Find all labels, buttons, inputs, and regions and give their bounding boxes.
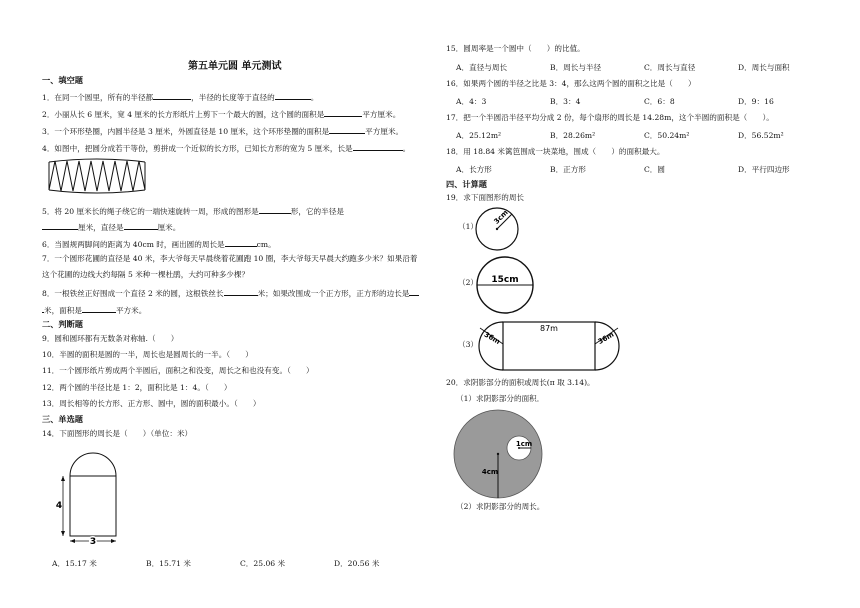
q20-shaded-circle-figure	[452, 408, 544, 500]
q20-big-radius-label: 4cm	[481, 468, 499, 476]
q3-text-b: 平方厘米。	[365, 127, 404, 136]
answer-blank[interactable]	[224, 287, 258, 296]
q8-text-d: 平方米。	[115, 306, 147, 315]
q17-option-a[interactable]: A．25.12m²	[456, 131, 502, 140]
q14-figure	[50, 444, 130, 546]
question-8	[42, 287, 419, 299]
q1-text: 1．在同一个圆里，所有的半径都	[42, 93, 154, 102]
q8-text-b: 米；如果改围成一个正方形，正方形的边长是	[257, 289, 410, 298]
q19-track-right-label: 36m	[596, 330, 616, 346]
q20-part-2: （2）求阴影部分的周长。	[456, 502, 545, 511]
q19-track-length-label: 87m	[540, 324, 558, 333]
q14-option-a[interactable]: A．15.17 米	[52, 559, 97, 568]
question-19: 19．求下面图形的周长	[446, 193, 525, 202]
q8-text: 8．一根铁丝正好围成一个直径 2 米的圆，这根铁丝长	[42, 289, 224, 298]
q20-small-radius-label: 1cm	[515, 440, 533, 448]
answer-blank[interactable]	[329, 125, 365, 134]
answer-blank[interactable]	[409, 287, 419, 296]
question-6	[42, 238, 276, 250]
q16-option-c[interactable]: C．6：8	[644, 97, 675, 106]
q14-height-label: 4	[55, 501, 63, 511]
section-fill-blank: 一、填空题	[42, 75, 83, 85]
q14-option-d[interactable]: D．20.56 米	[334, 559, 380, 568]
question-11: 11．一个圆形纸片剪成两个半圆后，面积之和没变，周长之和也没有变。（ ）	[42, 366, 314, 375]
answer-blank[interactable]	[324, 108, 362, 117]
answer-blank[interactable]	[82, 304, 116, 313]
q17-option-c[interactable]: C．50.24m²	[644, 131, 690, 140]
q14-option-c[interactable]: C．25.06 米	[240, 559, 286, 568]
question-14: 14．下面图形的周长是（ ）（单位：米）	[42, 429, 193, 438]
q6-text-b: cm。	[256, 240, 276, 249]
q17-option-d[interactable]: D．56.52m²	[738, 131, 784, 140]
question-20: 20．求阴影部分的面积或周长(π 取 3.14)。	[446, 378, 595, 387]
question-5-line-2	[42, 221, 180, 233]
q5-text-d: 厘米。	[157, 223, 181, 232]
q19-label-1: （1）	[458, 222, 479, 231]
q19-track-figure	[476, 318, 622, 374]
q16-option-d[interactable]: D．9：16	[738, 97, 774, 106]
question-4	[42, 142, 410, 154]
answer-blank[interactable]	[42, 221, 78, 230]
question-2	[42, 108, 400, 120]
q6-text: 6．当圆规两脚间的距离为 40cm 时，画出圆的周长是	[42, 240, 225, 249]
q18-option-b[interactable]: B．正方形	[550, 165, 586, 174]
q18-option-d[interactable]: D．平行四边形	[738, 165, 790, 174]
q1-text-b: ，半径的长度等于直径的	[191, 93, 275, 102]
section-calculation: 四、计算题	[446, 179, 487, 189]
q4-text: 4．如图中，把圆分成若干等份，剪拼成一个近似的长方形，已知长方形的宽为 5 厘米，长是	[42, 144, 353, 153]
q14-option-b[interactable]: B．15.71 米	[146, 559, 191, 568]
question-1	[42, 91, 318, 103]
q16-option-a[interactable]: A．4：3	[456, 97, 487, 106]
question-5	[42, 205, 344, 217]
section-true-false: 二、判断题	[42, 319, 83, 329]
question-9: 9．圆和圆环都有无数条对称轴.（ ）	[42, 334, 179, 343]
question-13: 13．周长相等的长方形、正方形、圆中，圆的面积最小。（ ）	[42, 399, 261, 408]
q18-option-c[interactable]: C．圆	[644, 165, 665, 174]
q5-text-b: 形，它的半径是	[290, 207, 344, 216]
q14-width-label: 3	[89, 537, 97, 547]
question-18: 18．用 18.84 米篱笆围成一块菜地，围成（ ）的面积最大。	[446, 147, 665, 156]
question-3	[42, 125, 403, 137]
q15-option-d[interactable]: D．周长与面积	[738, 63, 790, 72]
q19-label-2: （2）	[458, 278, 479, 287]
q5-text-c: 厘米，直径是	[78, 223, 124, 232]
q19-circle-2-figure	[475, 255, 535, 315]
q5-text: 5．将 20 厘米长的绳子绕它的一端快速旋转一周，形成的图形是	[42, 207, 259, 216]
q20-part-1: （1）求阴影部分的面积．	[456, 394, 545, 403]
answer-blank[interactable]	[225, 238, 257, 247]
question-7-line-2: 这个花圃的边线大约每隔 5 米种一棵杜鹃，大约可种多少棵？	[42, 270, 250, 279]
q16-option-b[interactable]: B．3：4	[550, 97, 581, 106]
answer-blank[interactable]	[275, 91, 311, 100]
q8-text-c: 米，面积是	[44, 306, 82, 315]
q2-text: 2．小丽从长 6 厘米，宽 4 厘米的长方形纸片上剪下一个最大的圆，这个圆的面积是	[42, 110, 325, 119]
answer-blank[interactable]	[153, 91, 191, 100]
q17-option-b[interactable]: B．28.26m²	[550, 131, 596, 140]
q1-text-c: 。	[310, 93, 319, 102]
question-10: 10．半圆的面积是圆的一半，周长也是圆周长的一半。（ ）	[42, 350, 253, 359]
answer-blank[interactable]	[353, 142, 403, 151]
page-title: 第五单元圆 单元测试	[188, 61, 282, 72]
question-15: 15．圆周率是一个圆中（ ）的比值。	[446, 44, 585, 53]
q2-text-b: 平方厘米。	[362, 110, 401, 119]
q15-option-b[interactable]: B．周长与半径	[550, 63, 602, 72]
question-7: 7．一个圆形花圃的直径是 40 米，李大爷每天早晨绕着花圃跑 10 圈，李大爷每天早晨大约跑多少米？如果沿着	[42, 254, 418, 263]
q15-option-c[interactable]: C．周长与直径	[644, 63, 696, 72]
q18-option-a[interactable]: A．长方形	[456, 165, 492, 174]
q4-cut-circle-figure	[47, 158, 147, 194]
q19-track-left-label: 36m	[482, 330, 502, 346]
q15-option-a[interactable]: A．直径与周长	[456, 63, 508, 72]
answer-blank[interactable]	[124, 221, 158, 230]
question-17: 17．把一个半圆沿半径平均分成 2 份，每个扇形的周长是 14.28m，这个半圆的面积是（ ）。	[446, 113, 774, 122]
q3-text: 3．一个环形垫圈，内圆半径是 3 厘米，外圆直径是 10 厘米，这个环形垫圈的面积是	[42, 127, 330, 136]
question-8-line-2	[42, 304, 146, 316]
q19-diameter-label: 15cm	[491, 275, 519, 285]
q19-label-3: （3）	[458, 340, 479, 349]
section-single-choice: 三、单选题	[42, 414, 83, 424]
q19-circle-1-figure	[474, 206, 520, 252]
q19-radius-label: 3cm	[492, 208, 510, 226]
answer-blank[interactable]	[259, 205, 291, 214]
question-16: 16．如果两个圆的半径之比是 3：4，那么这两个圆的面积之比是（ ）	[446, 79, 696, 88]
question-12: 12．两个圆的半径比是 1：2，面积比是 1：4。（ ）	[42, 383, 232, 392]
q4-text-b: 。	[402, 144, 411, 153]
